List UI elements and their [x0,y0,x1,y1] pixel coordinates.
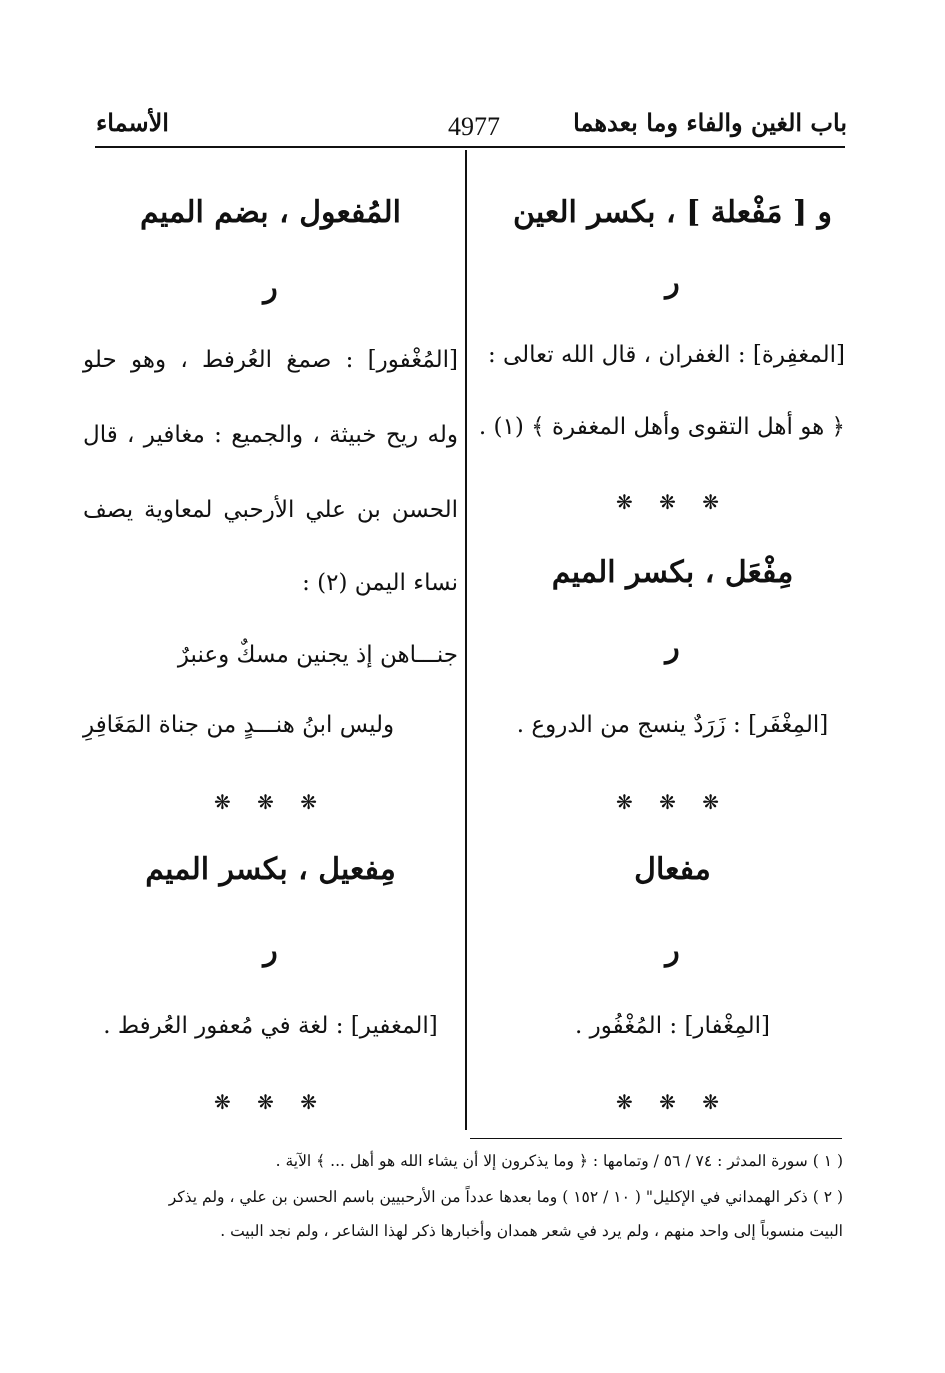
section-separator: ❋ ❋ ❋ [214,1090,327,1114]
left-column [83,150,458,1130]
heading-mifal: مِفْعَل ، بكسر الميم [551,555,794,590]
footnote-1: ( ١ ) سورة المدثر : ٧٤ / ٥٦ / وتمامها : ﴿ وما يذكرون إلا أن يشاء الله هو أهل ... ﴾ الآية . [275,1152,843,1170]
header-rule [95,146,845,148]
chapter-title: باب الغين والفاء وما بعدهما [573,108,847,137]
entry-mighfeer: [المغفير] : لغة في مُعفور العُرفط . [103,1013,438,1039]
entry-mighfar: [المِغْفَر] : زَرَدٌ ينسج من الدروع . [516,712,829,738]
entry-mighfaar: [المِغْفار] : المُغْفُور . [575,1013,770,1039]
entry-mughfur-line3: الحسن بن علي الأرحبي لمعاوية يصف [83,497,458,523]
heading-mifaal: مفعال [634,852,711,887]
root-letter: ر [665,933,680,968]
verse-line2: وليس ابنُ هنـــدٍ من جناة المَغَافِرِ [83,712,395,738]
heading-mifeel: مِفعيل ، بكسر الميم [145,852,396,887]
entry-mughfur-line2: وله ريح خبيثة ، والجميع : مغافير ، قال [83,422,458,448]
root-letter: ر [665,630,680,665]
footnote-2-line1: ( ٢ ) ذكر الهمداني في الإكليل" ( ١٠ / ١٥٢ ) وما بعدها عدداً من الأرحبيين باسم الحسن بن علي ، ولم يذكر [168,1188,843,1206]
page-number: 4977 [448,112,500,141]
entry-maghfira-line2: ﴿ هو أهل التقوى وأهل المغفرة ﴾ (١) . [478,414,845,440]
footnote-rule [470,1138,842,1139]
heading-mufool: المُفعول ، بضم الميم [140,195,401,230]
column-divider [465,150,467,1130]
entry-maghfira-line1: [المغفِرة] : الغفران ، قال الله تعالى : [487,342,845,368]
root-letter: ر [263,270,278,305]
section-separator: ❋ ❋ ❋ [616,1090,729,1114]
section-separator: ❋ ❋ ❋ [616,790,729,814]
entry-mughfur-line4: نساء اليمن (٢) : [302,570,458,596]
footnote-2-line2: البيت منسوباً إلى واحد منهم ، ولم يرد في شعر همدان وأخبارها ذكر لهذا الشاعر ، ولم نجد البيت . [220,1222,843,1240]
verse-line1: جنـــاهن إذ يجنين مسكٌ وعنبرٌ [177,642,458,668]
section-title: الأسماء [96,108,169,137]
section-separator: ❋ ❋ ❋ [214,790,327,814]
right-column [478,150,845,1130]
root-letter: ر [665,265,680,300]
root-letter: ر [263,933,278,968]
section-separator: ❋ ❋ ❋ [616,490,729,514]
entry-mughfur-line1: [المُغْفور] : صمغ العُرفط ، وهو حلو [83,347,458,373]
heading-mafala: و [ مَفْعلة ] ، بكسر العين [512,195,833,230]
